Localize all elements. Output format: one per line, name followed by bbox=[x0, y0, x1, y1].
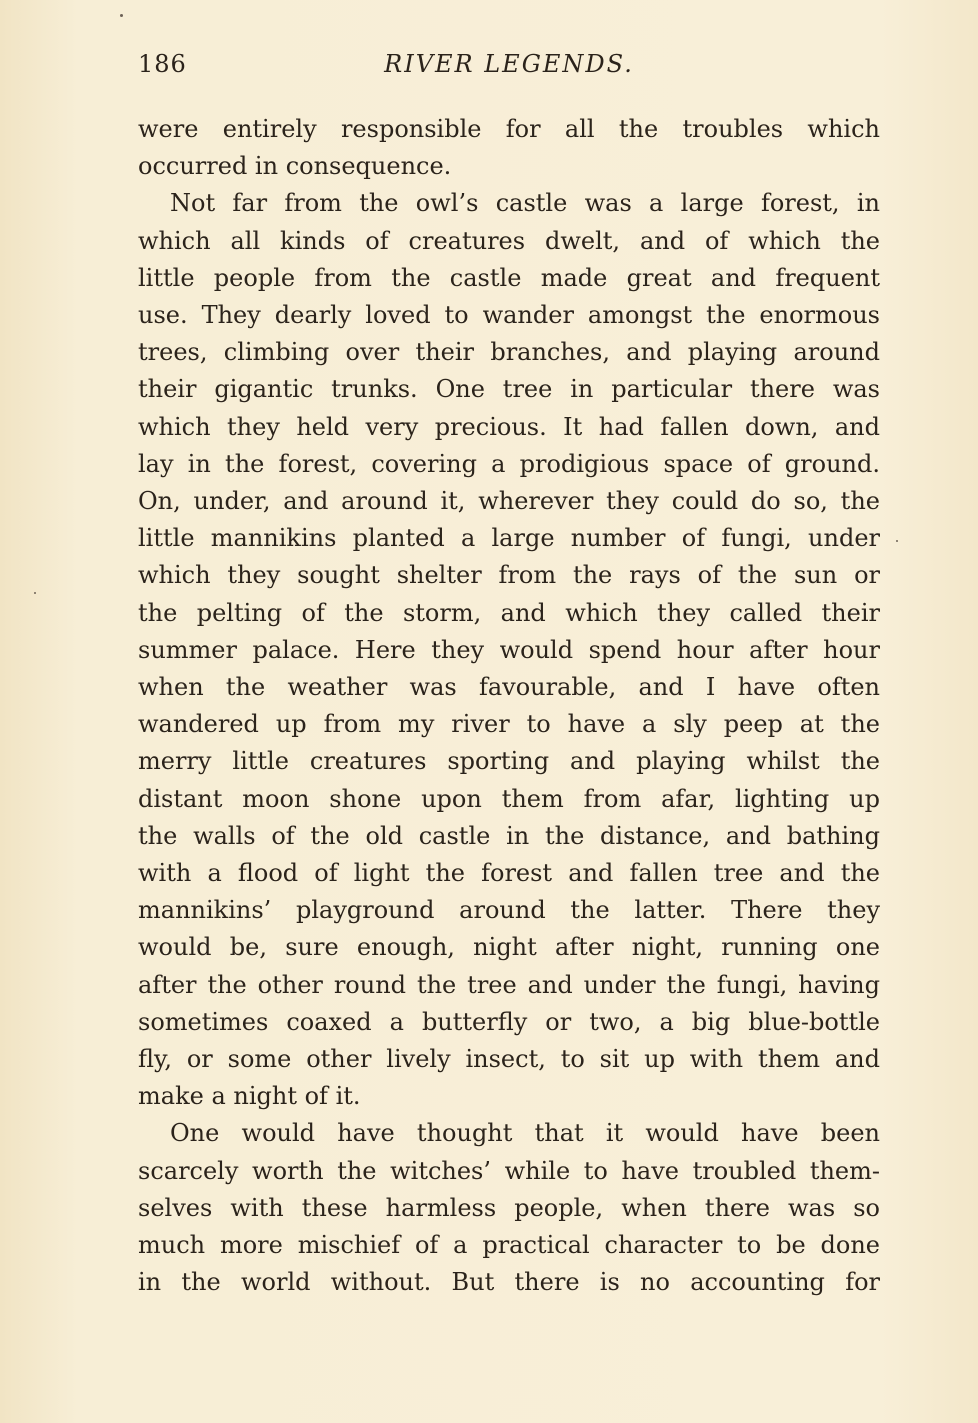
text-line: would be, sure enough, night after night, running one bbox=[138, 933, 880, 962]
text-line: little people from the castle made great and frequent bbox=[138, 263, 880, 292]
text-line: after the other round the tree and under the fungi, having bbox=[138, 970, 880, 999]
text-line: scarcely worth the witches’ while to have troubled them- bbox=[138, 1156, 880, 1185]
text-line: summer palace. Here they would spend hour after hour bbox=[138, 635, 880, 664]
text-line: when the weather was favourable, and I have often bbox=[138, 673, 880, 702]
text-line: the pelting of the storm, and which they called their bbox=[138, 598, 880, 627]
text-line: the walls of the old castle in the distance, and bathing bbox=[138, 821, 880, 850]
text-line: On, under, and around it, wherever they could do so, the bbox=[138, 487, 880, 516]
text-line: lay in the forest, covering a prodigious space of ground. bbox=[138, 449, 880, 478]
text-line: little mannikins planted a large number of fungi, under bbox=[138, 524, 880, 553]
body-text bbox=[138, 111, 880, 1302]
paper-speck bbox=[34, 592, 36, 594]
text-line: merry little creatures sporting and playing whilst the bbox=[138, 747, 880, 776]
text-line: distant moon shone upon them from afar, lighting up bbox=[138, 784, 880, 813]
text-line: occurred in consequence. bbox=[138, 152, 452, 181]
text-line: their gigantic trunks. One tree in particular there was bbox=[138, 375, 880, 404]
text-line: fly, or some other lively insect, to sit up with them and bbox=[138, 1045, 880, 1074]
text-line: much more mischief of a practical character to be done bbox=[138, 1231, 880, 1260]
running-title: RIVER LEGENDS. bbox=[384, 50, 634, 78]
page-number: 186 bbox=[138, 50, 187, 78]
text-line: which all kinds of creatures dwelt, and of which the bbox=[138, 226, 880, 255]
page-header bbox=[138, 50, 880, 90]
text-line: with a flood of light the forest and fallen tree and the bbox=[138, 859, 880, 888]
text-line: One would have thought that it would have been bbox=[170, 1119, 880, 1148]
paper-speck bbox=[896, 540, 898, 542]
text-line: wandered up from my river to have a sly peep at the bbox=[138, 710, 880, 739]
text-line: Not far from the owl’s castle was a large forest, in bbox=[170, 189, 880, 218]
paragraph-1 bbox=[138, 111, 880, 185]
text-line: mannikins’ playground around the latter. There they bbox=[138, 896, 880, 925]
text-line: selves with these harmless people, when there was so bbox=[138, 1193, 880, 1222]
text-line: sometimes coaxed a butterfly or two, a big blue-bottle bbox=[138, 1007, 880, 1036]
text-line: in the world without. But there is no accounting for bbox=[138, 1268, 880, 1297]
text-line: use. They dearly loved to wander amongst the enormous bbox=[138, 301, 880, 330]
text-line: which they held very precious. It had fallen down, and bbox=[138, 412, 880, 441]
text-line: make a night of it. bbox=[138, 1082, 361, 1111]
text-line: trees, climbing over their branches, and playing around bbox=[138, 338, 880, 367]
paragraph-2 bbox=[138, 185, 880, 1115]
text-line: were entirely responsible for all the troubles which bbox=[138, 115, 880, 143]
text-line: which they sought shelter from the rays of the sun or bbox=[138, 561, 880, 590]
paper-speck bbox=[120, 14, 123, 17]
paragraph-3 bbox=[138, 1115, 880, 1301]
